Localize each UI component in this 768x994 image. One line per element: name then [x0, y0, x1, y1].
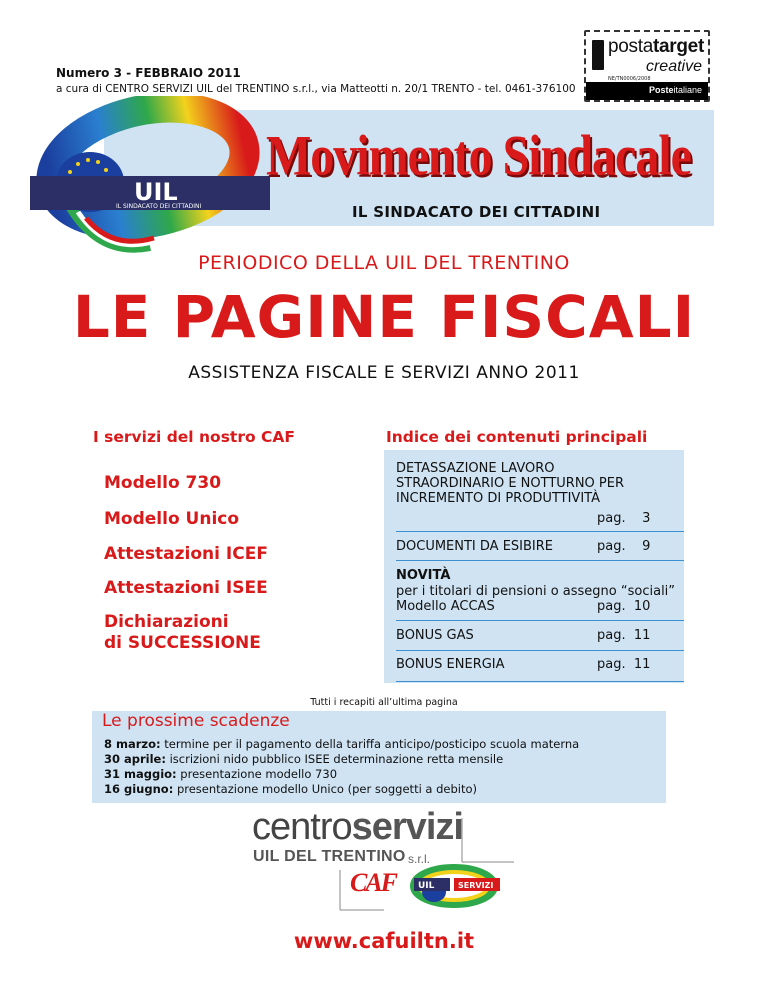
uil-ring-logo-icon [30, 96, 270, 266]
badge-servizi-text: SERVIZI [458, 881, 494, 890]
index-novita-label: NOVITÀ [396, 568, 451, 583]
caf-logo: CAF [350, 868, 397, 897]
stamp-poste-label: Posteitaliane [586, 82, 708, 100]
periodical-label: PERIODICO DELLA UIL DEL TRENTINO [198, 252, 570, 274]
deadline-item: 16 giugno: presentazione modello Unico (per soggetti a debito) [104, 782, 478, 796]
website-link[interactable]: www.cafuiltn.it [293, 929, 475, 953]
index-page: pag. 3 [597, 511, 651, 526]
issue-number: Numero 3 - FEBBRAIO 2011 [56, 66, 241, 80]
service-item: Modello 730 [104, 473, 222, 493]
subtitle: ASSISTENZA FISCALE E SERVIZI ANNO 2011 [188, 363, 580, 383]
service-item: Attestazioni ISEE [104, 578, 268, 598]
postage-stamp [584, 30, 710, 102]
service-item: Attestazioni ICEF [104, 544, 268, 564]
deadline-item: 31 maggio: presentazione modello 730 [104, 767, 338, 781]
index-page: pag. 9 [597, 539, 651, 554]
masthead-subtitle: IL SINDACATO DEI CITTADINI [352, 203, 601, 221]
divider [396, 681, 684, 682]
deadline-item: 8 marzo: termine per il pagamento della tariffa anticipo/posticipo scuola materna [104, 737, 580, 751]
stamp-creative: creative [645, 58, 702, 75]
badge-uil-text: UIL [418, 881, 435, 891]
index-page: pag. 10 [597, 599, 651, 614]
divider [396, 531, 684, 532]
service-item: Dichiarazioni [104, 612, 229, 632]
service-item: Modello Unico [104, 509, 240, 529]
divider [396, 560, 684, 561]
services-heading: I servizi del nostro CAF [93, 428, 295, 446]
contacts-note: Tutti i recapiti all’ultima pagina [310, 697, 458, 708]
index-entry-title: BONUS GAS [396, 628, 474, 643]
stamp-code: NE/TN0006/2008 [608, 76, 651, 82]
stamp-brand: postatarget [608, 36, 704, 57]
index-entry-line: Modello ACCAS [396, 599, 495, 614]
index-entry-line: per i titolari di pensioni o assegno “sociali” [396, 584, 676, 599]
divider [396, 650, 684, 651]
centro-servizi-uil: UIL DEL TRENTINO [253, 848, 406, 865]
masthead-title: Movimento Sindacale [266, 125, 691, 188]
logo-sub-text: IL SINDACATO DEI CITTADINI [116, 203, 202, 210]
index-entry-title: BONUS ENERGIA [396, 657, 505, 672]
index-page: pag. 11 [597, 628, 651, 643]
service-item: di SUCCESSIONE [104, 633, 261, 653]
centro-servizi-wordmark: centroservizi [252, 806, 463, 848]
index-entry-line: STRAORDINARIO E NOTTURNO PER [396, 476, 625, 491]
index-entry-line: DETASSAZIONE LAVORO [396, 461, 555, 476]
index-page: pag. 11 [597, 657, 651, 672]
divider [396, 620, 684, 621]
index-heading: Indice dei contenuti principali [386, 428, 648, 446]
centro-servizi-srl: s.r.l. [408, 852, 431, 866]
logo-uil-text: UIL [134, 178, 178, 206]
index-entry-title: DOCUMENTI DA ESIBIRE [396, 539, 554, 554]
index-entry-line: INCREMENTO DI PRODUTTIVITÀ [396, 491, 600, 506]
stamp-seal-icon [592, 40, 604, 70]
deadline-item: 30 aprile: iscrizioni nido pubblico ISEE determinazione retta mensile [104, 752, 504, 766]
main-title: LE PAGINE FISCALI [72, 283, 696, 351]
deadlines-heading: Le prossime scadenze [102, 711, 290, 731]
publisher-info: a cura di CENTRO SERVIZI UIL del TRENTINO s.r.l., via Matteotti n. 20/1 TRENTO - tel. 0461-376100 [56, 83, 576, 95]
